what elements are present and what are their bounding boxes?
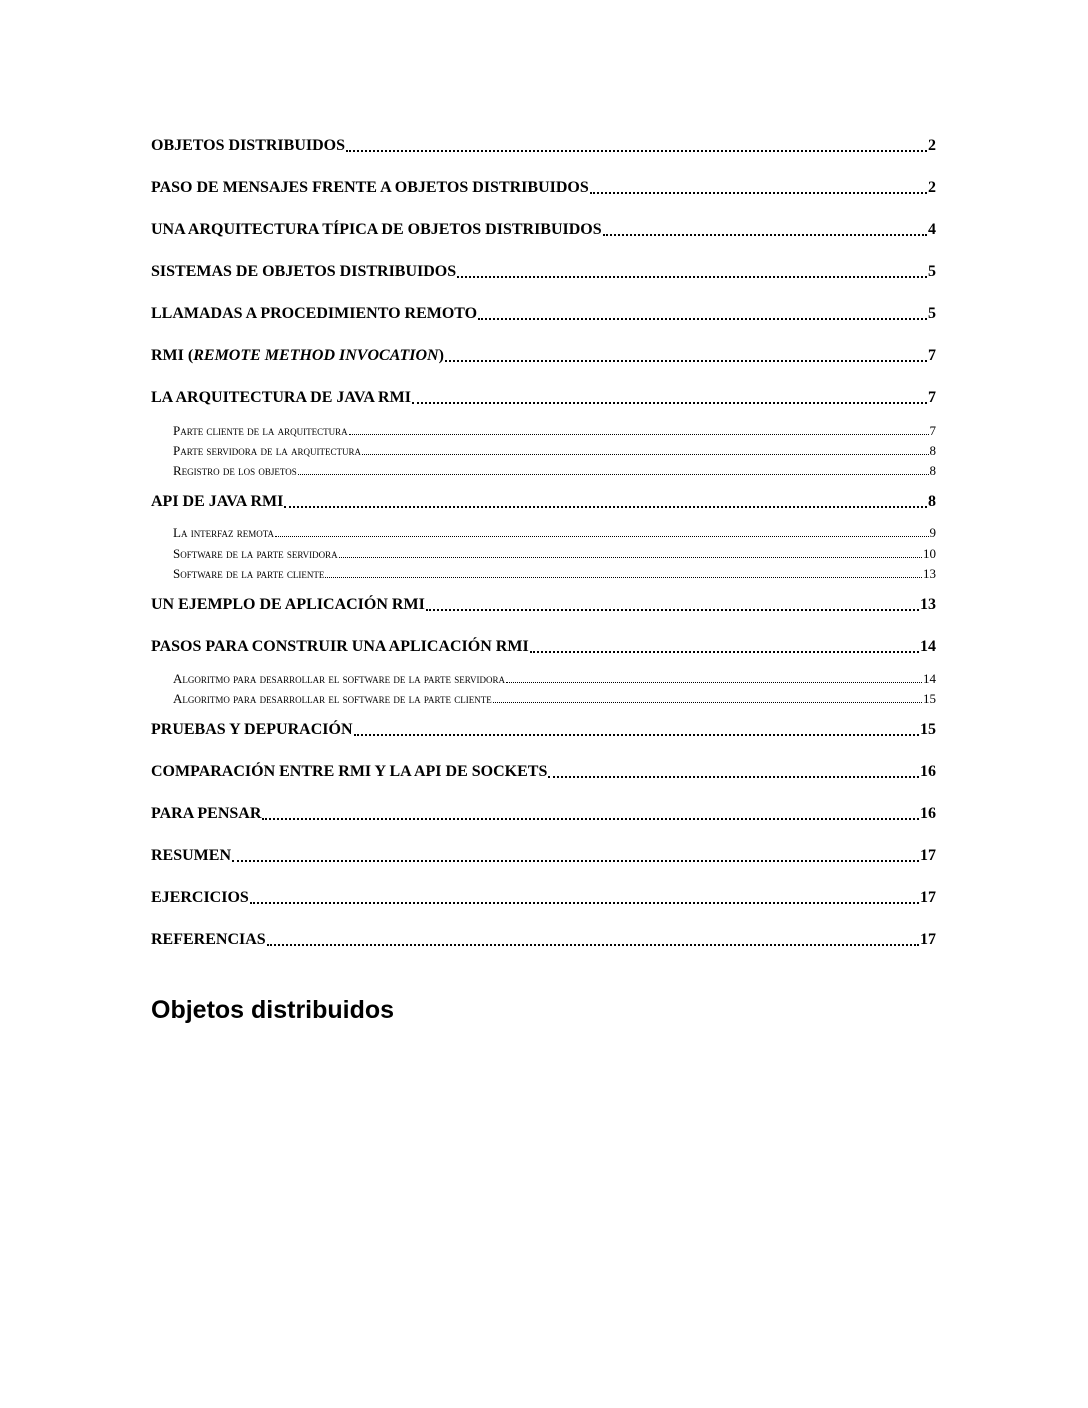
toc-entry-title: EJERCICIOS — [151, 889, 249, 906]
toc-dot-leader — [426, 604, 919, 611]
toc-entry-title: PARA PENSAR — [151, 805, 262, 822]
toc-dot-leader — [232, 855, 919, 862]
toc-entry-title: Software de la parte servidora — [173, 546, 338, 561]
toc-entry-rmi[interactable] — [151, 346, 936, 366]
toc-entry-arquitectura-tipica[interactable] — [151, 220, 936, 240]
toc-entry-arquitectura-java-rmi[interactable] — [151, 388, 936, 408]
toc-entry-comparacion[interactable] — [151, 762, 936, 782]
toc-entry-title: REFERENCIAS — [151, 931, 266, 948]
toc-entry-title: PASOS PARA CONSTRUIR UNA APLICACIÓN RMI — [151, 638, 529, 655]
toc-dot-leader — [275, 531, 928, 537]
toc-page-number: 5 — [928, 305, 936, 322]
toc-entry-resumen[interactable] — [151, 846, 936, 866]
toc-entry-title: Algoritmo para desarrollar el software de la parte cliente — [173, 691, 492, 706]
toc-dot-leader — [590, 187, 927, 194]
toc-page-number: 7 — [928, 347, 936, 364]
toc-dot-leader — [346, 145, 927, 152]
toc-entry-title: UN EJEMPLO DE APLICACIÓN RMI — [151, 596, 425, 613]
toc-entry-title: PRUEBAS Y DEPURACIÓN — [151, 721, 353, 738]
toc-dot-leader — [530, 646, 919, 653]
toc-dot-leader — [506, 677, 922, 683]
toc-page-number: 7 — [928, 389, 936, 406]
toc-entry-referencias[interactable] — [151, 930, 936, 950]
toc-page-number: 16 — [920, 763, 936, 780]
toc-subentry-algoritmo-cliente[interactable] — [151, 690, 936, 707]
toc-page-number: 8 — [929, 443, 936, 458]
toc-dot-leader — [250, 897, 919, 904]
table-of-contents — [151, 0, 936, 1000]
toc-entry-para-pensar[interactable] — [151, 804, 936, 824]
toc-subentry-parte-cliente[interactable] — [151, 422, 936, 439]
toc-page-number: 5 — [928, 263, 936, 280]
toc-entry-title-prefix: RMI ( — [151, 347, 194, 364]
toc-dot-leader — [457, 271, 927, 278]
toc-page-number: 17 — [920, 889, 936, 906]
toc-page-number: 4 — [928, 221, 936, 238]
toc-entry-ejemplo-aplicacion[interactable] — [151, 595, 936, 615]
toc-dot-leader — [349, 429, 929, 435]
toc-page-number: 17 — [920, 847, 936, 864]
toc-page-number: 14 — [920, 638, 936, 655]
toc-entry-title: LLAMADAS A PROCEDIMIENTO REMOTO — [151, 305, 478, 322]
toc-dot-leader — [445, 355, 927, 362]
toc-entry-pasos-construir[interactable] — [151, 637, 936, 657]
toc-page-number: 14 — [923, 671, 936, 686]
section-heading: Objetos distribuidos — [151, 996, 395, 1024]
toc-entry-title: La interfaz remota — [173, 525, 275, 540]
toc-subentry-interfaz-remota[interactable] — [151, 524, 936, 541]
toc-entry-llamadas-procedimiento-remoto[interactable] — [151, 304, 936, 324]
toc-subentry-registro-objetos[interactable] — [151, 462, 936, 479]
toc-dot-leader — [339, 552, 922, 558]
toc-dot-leader — [262, 813, 919, 820]
toc-dot-leader — [548, 771, 919, 778]
toc-dot-leader — [267, 939, 919, 946]
toc-entry-title: API DE JAVA RMI — [151, 493, 284, 510]
toc-subentry-software-cliente[interactable] — [151, 565, 936, 582]
toc-dot-leader — [493, 697, 922, 703]
toc-entry-title: OBJETOS DISTRIBUIDOS — [151, 137, 345, 154]
toc-page-number: 13 — [920, 596, 936, 613]
toc-dot-leader — [298, 469, 929, 475]
toc-dot-leader — [603, 229, 927, 236]
toc-entry-objetos-distribuidos[interactable] — [151, 136, 936, 156]
toc-entry-title: RESUMEN — [151, 847, 232, 864]
toc-dot-leader — [325, 572, 922, 578]
toc-entry-paso-de-mensajes[interactable] — [151, 178, 936, 198]
toc-dot-leader — [362, 449, 929, 455]
toc-page-number: 17 — [920, 931, 936, 948]
toc-entry-title-italic: REMOTE METHOD INVOCATION — [193, 347, 439, 364]
toc-entry-title: Algoritmo para desarrollar el software de la parte servidora — [173, 671, 505, 686]
toc-entry-pruebas-depuracion[interactable] — [151, 720, 936, 740]
toc-dot-leader — [478, 313, 927, 320]
toc-page-number: 7 — [929, 423, 936, 438]
toc-entry-title: Software de la parte cliente — [173, 566, 325, 581]
toc-entry-title-suffix: ) — [438, 347, 444, 364]
toc-page-number: 9 — [929, 525, 936, 540]
toc-entry-title: COMPARACIÓN ENTRE RMI Y LA API DE SOCKETS — [151, 763, 548, 780]
toc-page-number: 10 — [923, 546, 936, 561]
toc-entry-api-java-rmi[interactable] — [151, 492, 936, 512]
toc-entry-title: UNA ARQUITECTURA TÍPICA DE OBJETOS DISTRIBUIDOS — [151, 221, 602, 238]
toc-dot-leader — [354, 729, 920, 736]
toc-entry-title: LA ARQUITECTURA DE JAVA RMI — [151, 389, 411, 406]
toc-page-number: 13 — [923, 566, 936, 581]
toc-entry-title: Registro de los objetos — [173, 463, 297, 478]
toc-dot-leader — [412, 397, 927, 404]
toc-entry-title: PASO DE MENSAJES FRENTE A OBJETOS DISTRIBUIDOS — [151, 179, 589, 196]
toc-subentry-software-servidora[interactable] — [151, 545, 936, 562]
toc-subentry-algoritmo-servidora[interactable] — [151, 670, 936, 687]
toc-entry-sistemas-de-objetos[interactable] — [151, 262, 936, 282]
toc-page-number: 8 — [928, 493, 936, 510]
toc-page-number: 2 — [928, 137, 936, 154]
toc-entry-title: Parte cliente de la arquitectura — [173, 423, 348, 438]
toc-page-number: 8 — [929, 463, 936, 478]
toc-page-number: 2 — [928, 179, 936, 196]
toc-entry-title: SISTEMAS DE OBJETOS DISTRIBUIDOS — [151, 263, 457, 280]
toc-page-number: 15 — [920, 721, 936, 738]
toc-entry-title — [151, 346, 444, 366]
toc-page-number: 16 — [920, 805, 936, 822]
toc-page-number: 15 — [923, 691, 936, 706]
toc-dot-leader — [284, 501, 927, 508]
toc-entry-ejercicios[interactable] — [151, 888, 936, 908]
toc-entry-title: Parte servidora de la arquitectura — [173, 443, 361, 458]
toc-subentry-parte-servidora[interactable] — [151, 442, 936, 459]
